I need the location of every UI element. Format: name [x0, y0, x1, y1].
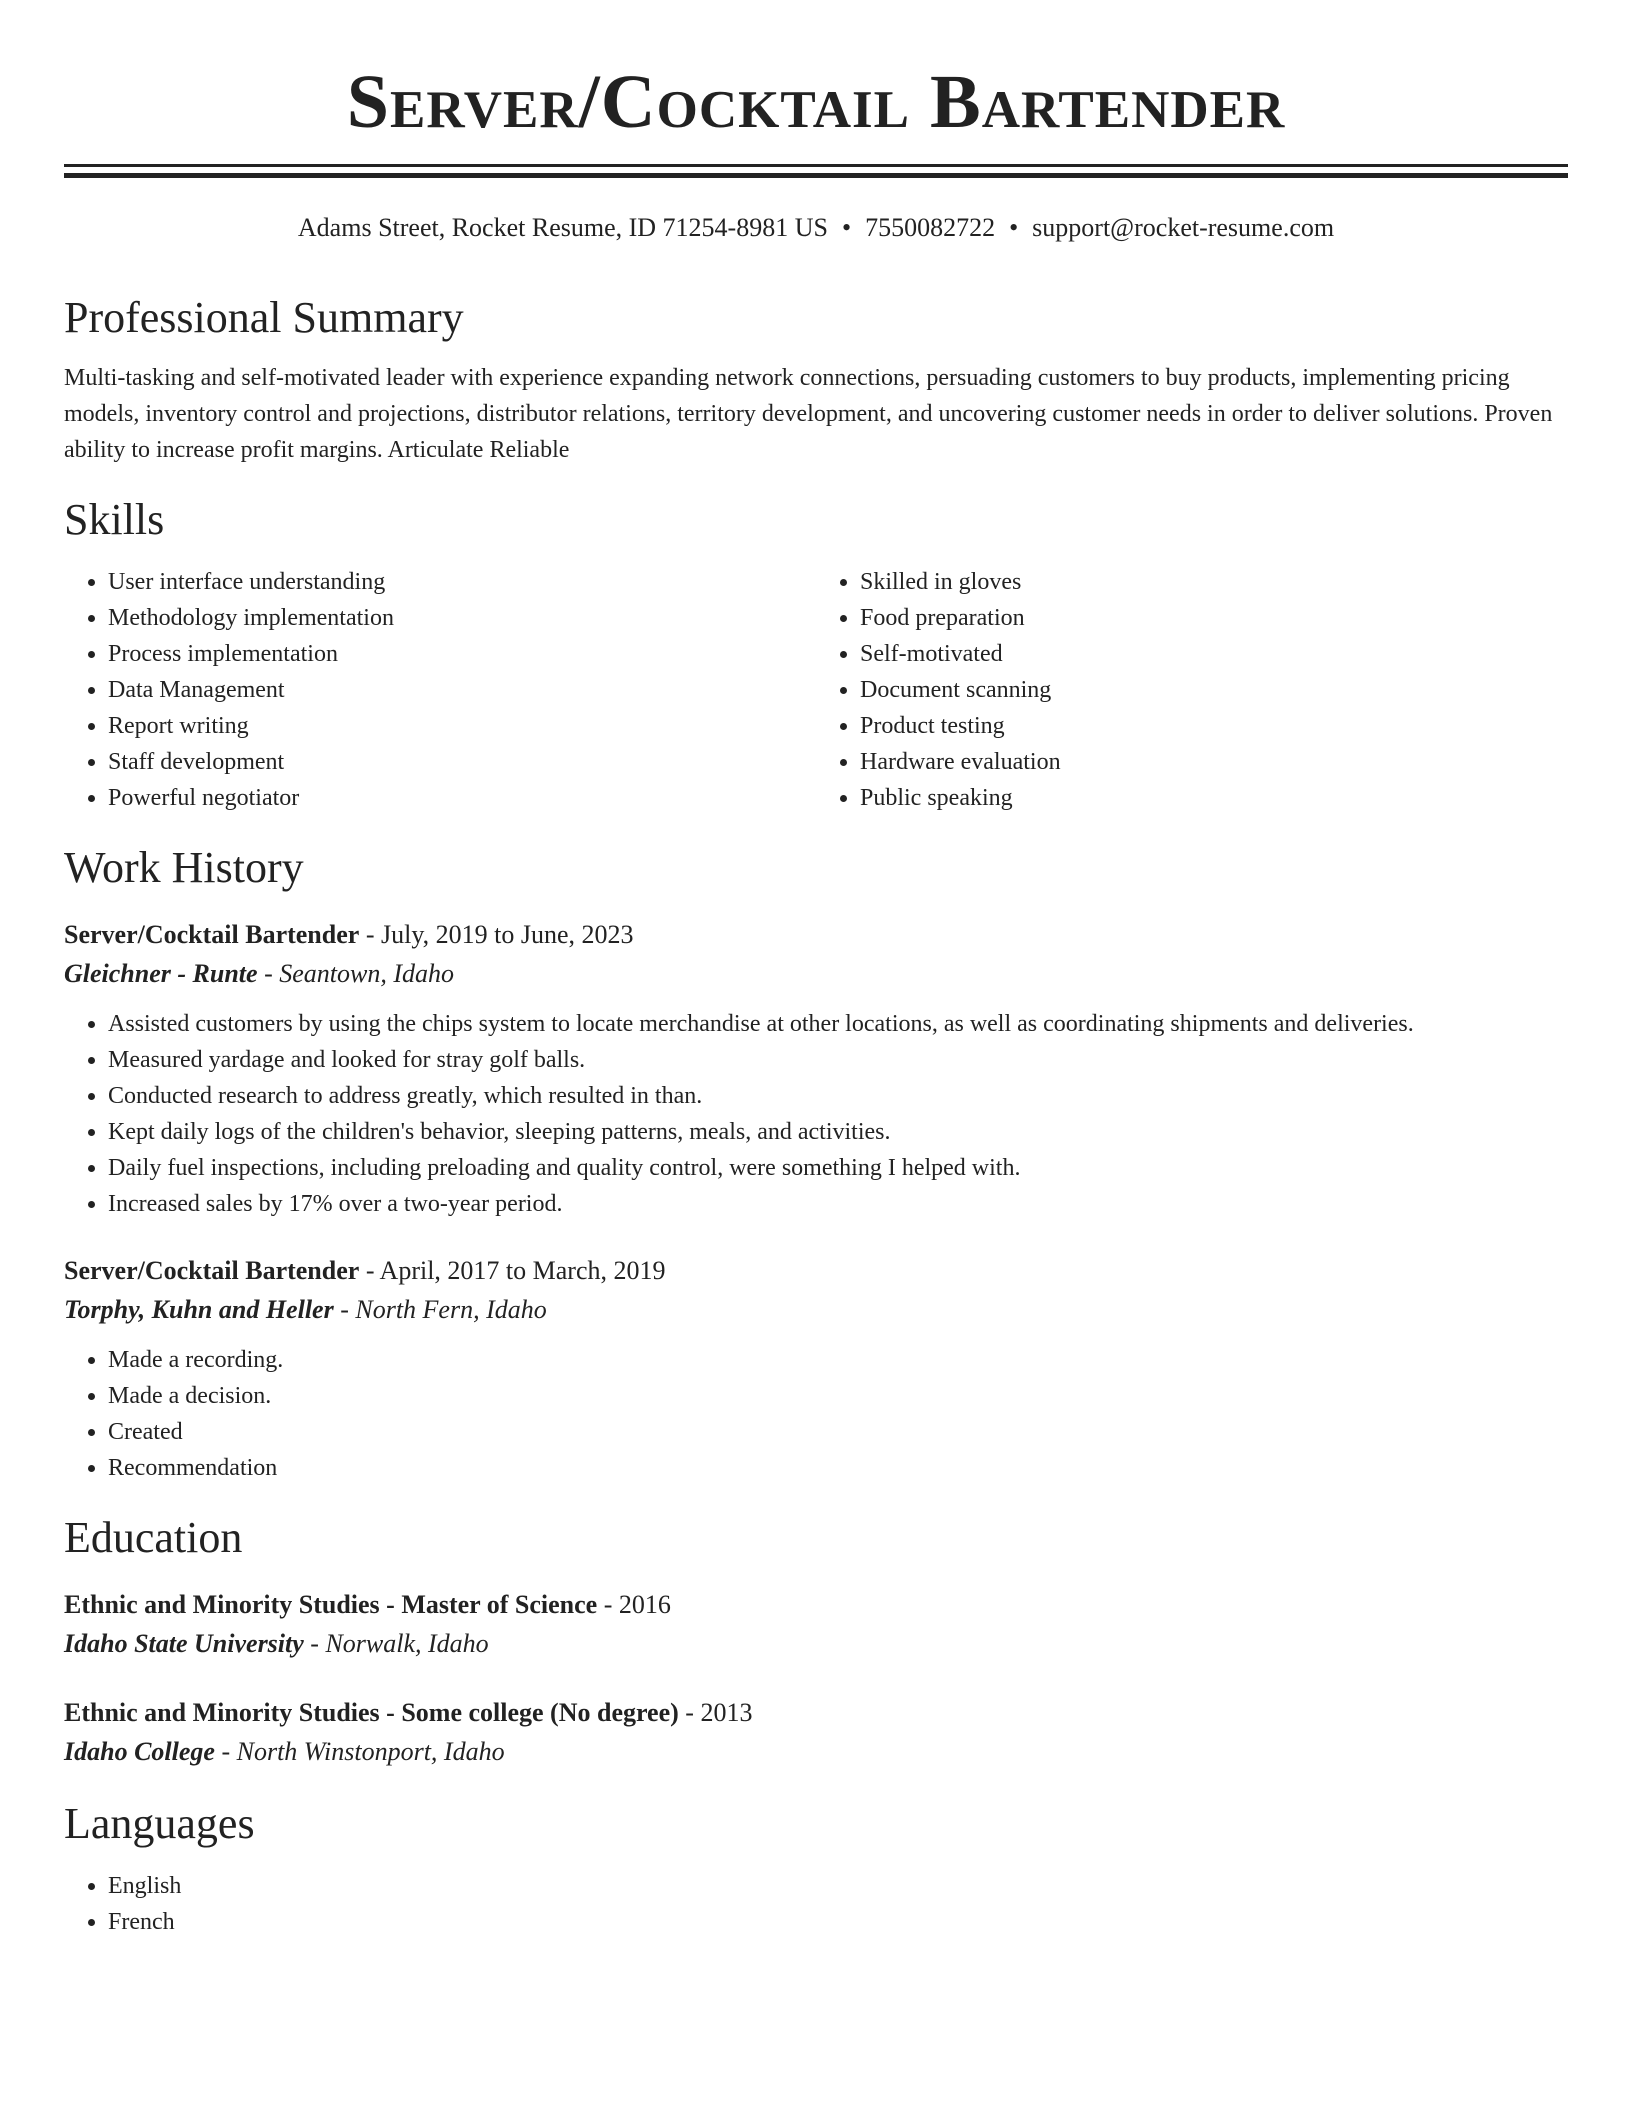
education-degree: Ethnic and Minority Studies - Master of Science	[64, 1590, 598, 1619]
summary-text: Multi-tasking and self-motivated leader with experience expanding network connections, persuading customers to buy products, implementing pricing models, inventory control and projections, distributor relations, territory development, and uncovering customer needs in order to deliver solutions. Proven ability to increase profit margins. Articulate Reliable	[64, 365, 1553, 463]
education-location: - Norwalk, Idaho	[303, 1629, 489, 1658]
section-heading-skills: Skills	[64, 495, 165, 544]
job-bullet: • Recommendation	[108, 1450, 1568, 1486]
resume-title: Server/Cocktail Bartender	[346, 60, 1286, 144]
skill-item: • Self-motivated	[860, 636, 1568, 672]
job-bullet: • Kept daily logs of the children's behavior, sleeping patterns, meals, and activities.	[108, 1114, 1568, 1150]
resume-page	[64, 0, 1568, 1940]
contact-line	[64, 212, 1568, 244]
skill-item: • Data Management	[108, 672, 816, 708]
skill-item: • Process implementation	[108, 636, 816, 672]
education-degree-line	[64, 1586, 1568, 1624]
education-year: - 2013	[678, 1698, 753, 1727]
skill-item: • Hardware evaluation	[860, 744, 1568, 780]
skill-item: • Product testing	[860, 708, 1568, 744]
job-bullet: • Made a decision.	[108, 1378, 1568, 1414]
job-title-line	[64, 1252, 1568, 1290]
job-location: - North Fern, Idaho	[333, 1295, 547, 1324]
education-school: Idaho State University	[64, 1629, 304, 1658]
education-location: - North Winstonport, Idaho	[214, 1737, 505, 1766]
job-dates: - April, 2017 to March, 2019	[359, 1256, 666, 1285]
education-school-line	[64, 1624, 1568, 1664]
skill-item: • Report writing	[108, 708, 816, 744]
skills-column-right	[816, 564, 1568, 816]
job-dates: - July, 2019 to June, 2023	[359, 920, 634, 949]
section-heading-work-history: Work History	[64, 843, 304, 892]
job-employer: Torphy, Kuhn and Heller	[64, 1295, 334, 1324]
job-location: - Seantown, Idaho	[257, 959, 454, 988]
skill-item: • Public speaking	[860, 780, 1568, 816]
job-bullets	[64, 1006, 1568, 1222]
job-bullet: • Created	[108, 1414, 1568, 1450]
job-bullet: • Assisted customers by using the chips system to locate merchandise at other locations, as well as coordinating shipments and deliveries.	[108, 1006, 1568, 1042]
skill-item: • Staff development	[108, 744, 816, 780]
contact-separator: •	[841, 213, 852, 242]
contact-phone: 7550082722	[865, 213, 996, 242]
job-employer-line	[64, 1290, 1568, 1330]
section-heading-summary: Professional Summary	[64, 293, 464, 342]
education-degree: Ethnic and Minority Studies - Some college (No degree)	[64, 1698, 679, 1727]
skill-item: • Powerful negotiator	[108, 780, 816, 816]
job-bullets	[64, 1342, 1568, 1486]
job-bullet: • Conducted research to address greatly, which resulted in than.	[108, 1078, 1568, 1114]
job-title: Server/Cocktail Bartender	[64, 920, 360, 949]
education-school-line	[64, 1732, 1568, 1772]
skill-item: • User interface understanding	[108, 564, 816, 600]
contact-email: support@rocket-resume.com	[1032, 213, 1335, 242]
job-entry	[64, 916, 1568, 1222]
job-bullet: • Measured yardage and looked for stray golf balls.	[108, 1042, 1568, 1078]
job-bullet: • Daily fuel inspections, including preloading and quality control, were something I helped with.	[108, 1150, 1568, 1186]
title-divider-thin	[64, 164, 1568, 167]
contact-address: Adams Street, Rocket Resume, ID 71254-8981 US	[297, 213, 828, 242]
job-title-line	[64, 916, 1568, 954]
language-item: • English	[108, 1868, 1568, 1904]
skill-item: • Food preparation	[860, 600, 1568, 636]
education-entry	[64, 1586, 1568, 1664]
job-employer: Gleichner - Runte	[64, 959, 258, 988]
skills-column-left	[64, 564, 816, 816]
job-entry	[64, 1252, 1568, 1486]
education-year: - 2016	[597, 1590, 671, 1619]
language-item: • French	[108, 1904, 1568, 1940]
title-divider-thick	[64, 173, 1568, 178]
section-heading-languages: Languages	[64, 1799, 255, 1848]
skill-item: • Methodology implementation	[108, 600, 816, 636]
languages-list	[64, 1868, 1568, 1940]
education-degree-line	[64, 1694, 1568, 1732]
job-bullet: • Made a recording.	[108, 1342, 1568, 1378]
section-heading-education: Education	[64, 1513, 243, 1562]
education-entry	[64, 1694, 1568, 1772]
job-employer-line	[64, 954, 1568, 994]
contact-separator: •	[1009, 213, 1019, 242]
job-bullet: • Increased sales by 17% over a two-year period.	[108, 1186, 1568, 1222]
skills-grid	[64, 564, 1568, 816]
education-school: Idaho College	[64, 1737, 215, 1766]
job-title: Server/Cocktail Bartender	[64, 1256, 360, 1285]
skill-item: • Document scanning	[860, 672, 1568, 708]
skill-item: • Skilled in gloves	[860, 564, 1568, 600]
